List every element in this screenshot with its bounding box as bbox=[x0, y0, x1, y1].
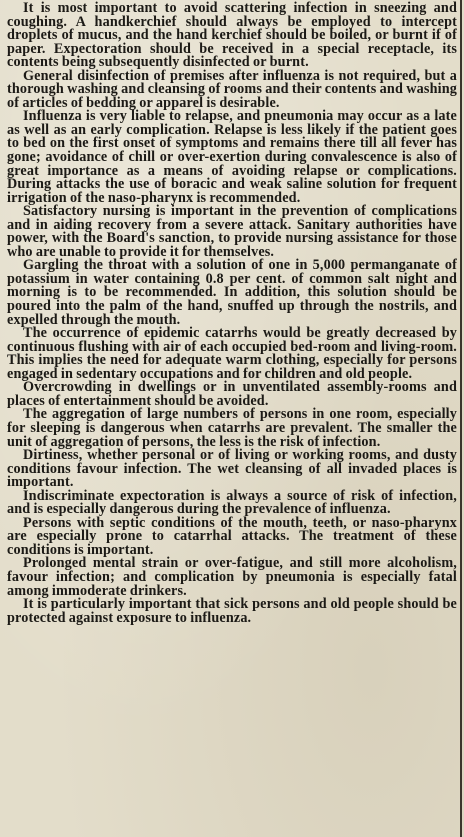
paragraph-aggregation: The aggregation of large numbers of persons in one room, especially for sleeping is dangerous when catarrhs are prevalent. The smaller the unit of aggregation of persons, the less is the risk of infection. bbox=[7, 406, 457, 450]
paragraph-expectoration: Indiscriminate expectoration is always a source of risk of infection, and is especially dangerous during the prevalence of influenza. bbox=[7, 487, 457, 518]
paragraph-overcrowding: Overcrowding in dwellings or in unventilated assembly-rooms and places of entertainment should be avoided. bbox=[7, 379, 457, 409]
paragraph-gargling: Gargling the throat with a solution of one in 5,000 permanganate of potassium in water containing 0.8 per cent. of common salt night and morning is to be recommended. In addition, this solution should be poured into the palm of the hand, snuffed up through the nostrils, and expelled through the mouth. bbox=[7, 257, 457, 328]
paragraph-dirtiness: Dirtiness, whether personal or of living or working rooms, and dusty conditions favour infection. The wet cleansing of all invaded places is important. bbox=[7, 447, 457, 491]
paragraph-epidemic-catarrhs: The occurrence of epidemic catarrhs would be greatly decreased by continuous flushing with air of each occupied bed-room and living-room. This implies the need for adequate warm clothing, especially for persons engaged in sedentary occupations and for children and old people. bbox=[7, 325, 457, 382]
paragraph-relapse-pneumonia: Influenza is very liable to relapse, and pneumonia may occur as a late as well as an early complication. Relapse is less likely if the patient goes to bed on the first onset of symptoms and remains there till all fever has gone; avoidance of chill or over-exertion during convalescence is also of great importance as a means of avoiding relapse or complications. During attacks the use of boracic and weak saline solution for frequent irrigation of the naso-pharynx is recommended. bbox=[7, 108, 457, 206]
paragraph-septic-conditions: Persons with septic conditions of the mouth, teeth, or naso-pharynx are especially prone to catarrhal attacks. The treatment of these conditions is important. bbox=[7, 514, 457, 558]
paragraph-satisfactory-nursing: Satisfactory nursing is important in the prevention of complications and in aiding recovery from a severe attack. Sanitary authorities have power, with the Board's sanction, to provide nursing assistance for those who are unable to provide it for themselves. bbox=[7, 203, 457, 260]
paragraph-sneezing-coughing: It is most important to avoid scattering infection in sneezing and coughing. A handkerchief should always be employed to intercept droplets of mucus, and the hand kerchief should be boiled, or burnt if of paper. Expectoration should be received in a special receptacle, its contents being subsequently disinfected or burnt. bbox=[7, 0, 457, 71]
paragraph-mental-strain: Prolonged mental strain or over-fatigue, and still more alcoholism, favour infection; and complication by pneumonia is especially fatal among immoderate drinkers. bbox=[7, 555, 457, 599]
column-rule bbox=[460, 0, 462, 837]
paragraph-general-disinfection: General disinfection of premises after influenza is not required, but a thorough washing and cleansing of rooms and their contents and washing of articles of bedding or apparel is desirable. bbox=[7, 67, 457, 111]
paragraph-sick-persons: It is particularly important that sick persons and old people should be protected against exposure to influenza. bbox=[7, 596, 457, 626]
